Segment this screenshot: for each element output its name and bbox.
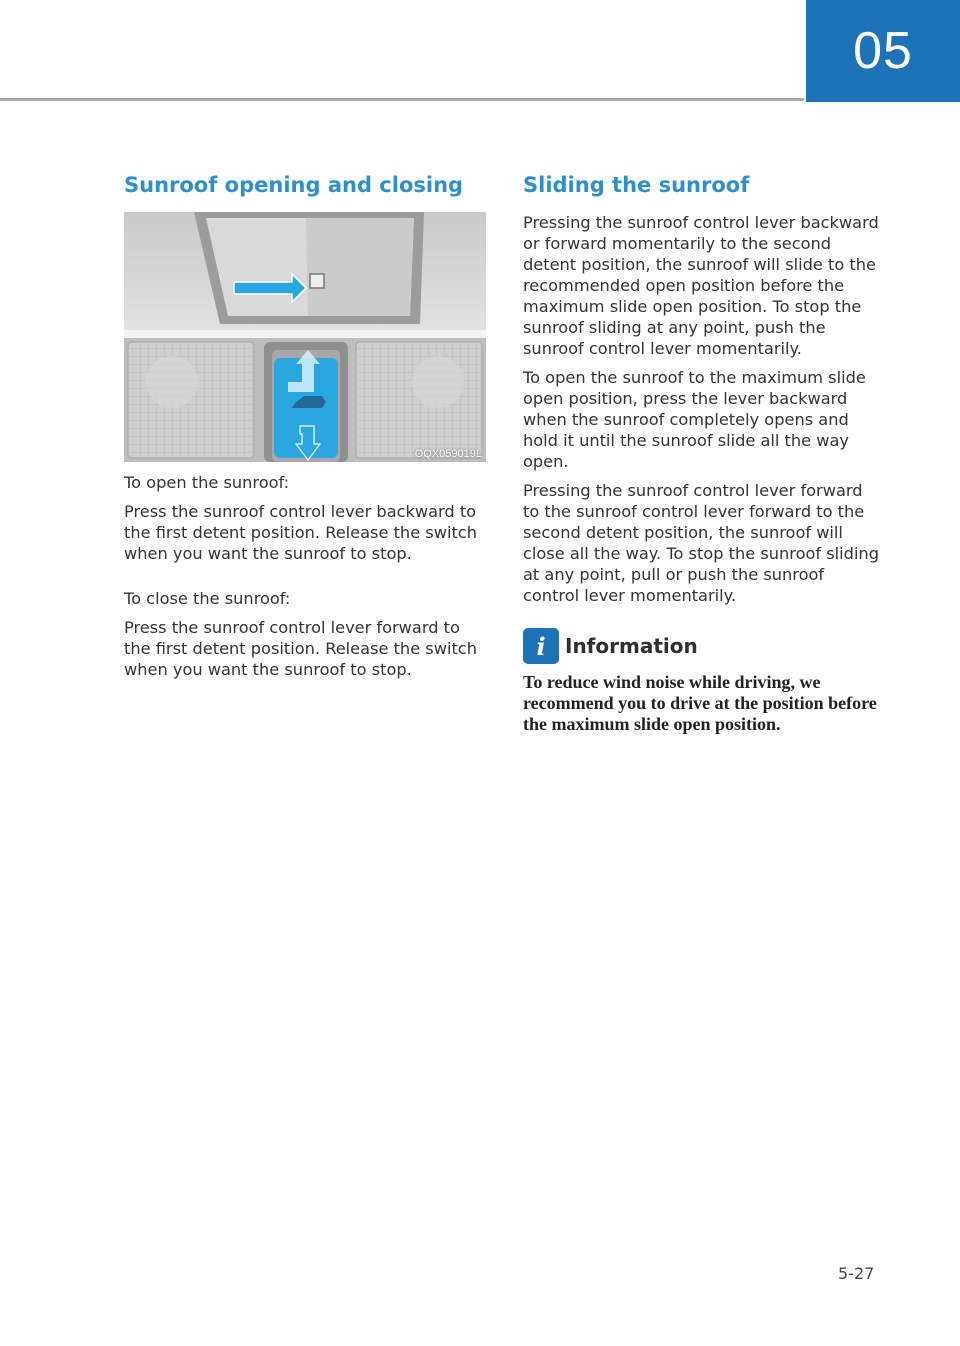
chapter-number: 05: [853, 22, 913, 80]
figure-code: OQX059019L: [414, 448, 482, 460]
sunroof-illustration: [124, 212, 486, 462]
header-rule: [0, 98, 804, 101]
section-heading-sliding: Sliding the sunroof: [523, 173, 750, 197]
open-label: To open the sunroof:: [124, 473, 290, 492]
information-title: Information: [565, 634, 698, 658]
sliding-paragraph-1: Pressing the sunroof control lever backward or forward momentarily to the second detent position, the sunroof will slide to the recommended open position before the maximum slide open position. To stop the sunroof sliding at any point, push the sunroof control lever momentarily.: [523, 213, 879, 358]
sunroof-control-figure: [124, 212, 486, 462]
close-label: To close the sunroof:: [124, 589, 291, 608]
information-heading: [523, 628, 883, 664]
information-icon: i: [523, 628, 559, 664]
section-heading-opening-closing: Sunroof opening and closing: [124, 173, 464, 197]
open-instructions: Press the sunroof control lever backward to the first detent position. Release the switch when you want the sunroof to stop.: [124, 502, 477, 563]
sliding-paragraph-2: To open the sunroof to the maximum slide open position, press the lever backward when the sunroof completely opens and hold it until the sunroof slide all the way open.: [523, 368, 866, 471]
page-number: 5-27: [838, 1264, 875, 1283]
close-instructions: Press the sunroof control lever forward to the first detent position. Release the switch when you want the sunroof to stop.: [124, 618, 477, 679]
sliding-paragraph-3: Pressing the sunroof control lever forward to the sunroof control lever forward to the second detent position, the sunroof will close all the way. To stop the sunroof sliding at any point, pull or push the sunroof control lever momentarily.: [523, 481, 879, 605]
right-column: [523, 168, 883, 743]
information-text: To reduce wind noise while driving, we recommend you to drive at the position before the maximum slide open position.: [523, 672, 877, 734]
chapter-tab: [806, 0, 960, 102]
left-column: [124, 168, 486, 688]
